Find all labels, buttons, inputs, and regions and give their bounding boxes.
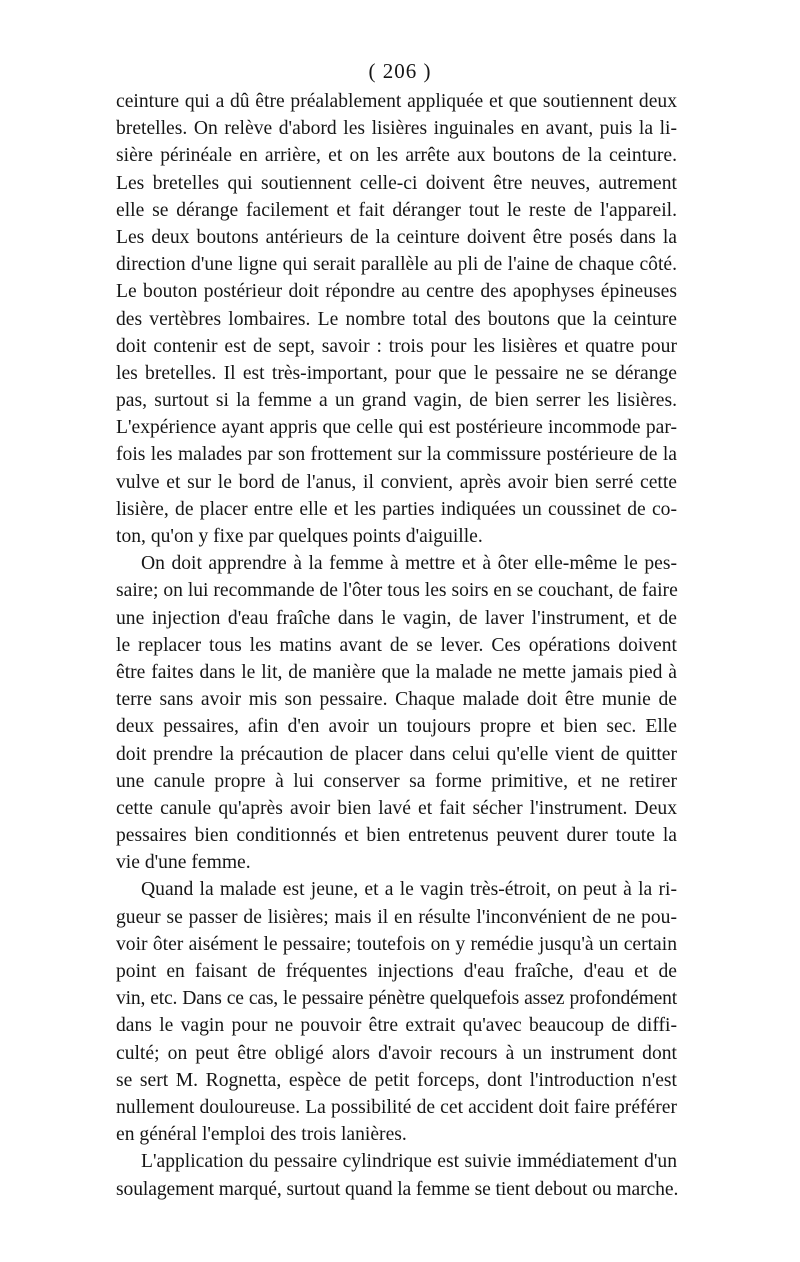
paragraph (116, 876, 677, 1148)
text-line: doit contenir est de sept, savoir : trois pour les lisières et quatre pour (116, 335, 677, 357)
text-line: deux pessaires, afin d'en avoir un toujours propre et bien sec. Elle (116, 716, 677, 738)
text-line: Quand la malade est jeune, et a le vagin très-étroit, on peut à la ri- (141, 879, 677, 901)
text-line: vin, etc. Dans ce cas, le pessaire pénètre quelquefois assez profondément (116, 988, 677, 1010)
text-line: les bretelles. Il est très-important, pour que le pessaire ne se dérange (116, 362, 677, 384)
text-line: saire; on lui recommande de l'ôter tous les soirs en se couchant, de faire (116, 580, 678, 602)
text-line: doit prendre la précaution de placer dans celui qu'elle vient de quitter (116, 743, 677, 765)
text-line: L'application du pessaire cylindrique est suivie immédiatement d'un (141, 1151, 677, 1173)
text-line: le replacer tous les matins avant de se lever. Ces opérations doivent (116, 634, 677, 656)
text-line: vulve et sur le bord de l'anus, il convient, après avoir bien serré cette (116, 471, 677, 493)
text-line: dans le vagin pour ne pouvoir être extrait qu'avec beaucoup de diffi- (116, 1015, 677, 1037)
text-line: elle se dérange facilement et fait déranger tout le reste de l'appareil. (116, 199, 677, 221)
text-line: terre sans avoir mis son pessaire. Chaque malade doit être munie de (116, 689, 677, 711)
paragraph (116, 550, 677, 876)
text-line: On doit apprendre à la femme à mettre et à ôter elle-même le pes- (141, 553, 677, 575)
text-line: en général l'emploi des trois lanières. (116, 1124, 407, 1146)
text-line: sière périnéale en arrière, et on les arrête aux boutons de la ceinture. (116, 145, 677, 167)
text-line: voir ôter aisément le pessaire; toutefois on y remédie jusqu'à un certain (116, 933, 677, 955)
text-line: direction d'une ligne qui serait parallèle au pli de l'aine de chaque côté. (116, 254, 677, 276)
text-line: gueur se passer de lisières; mais il en résulte l'inconvénient de ne pou- (116, 906, 677, 928)
page-number: ( 206 ) (368, 59, 432, 83)
text-line: ceinture qui a dû être préalablement appliquée et que soutiennent deux (116, 91, 677, 112)
body-text (116, 88, 677, 1203)
text-line: nullement douloureuse. La possibilité de cet accident doit faire préférer (116, 1096, 677, 1118)
text-line: soulagement marqué, surtout quand la femme se tient debout ou marche. (116, 1178, 679, 1200)
text-line: pas, surtout si la femme a un grand vagin, de bien serrer les lisières. (116, 390, 677, 412)
text-line: une canule propre à lui conserver sa forme primitive, et ne retirer (116, 770, 677, 792)
text-line: Les deux boutons antérieurs de la ceinture doivent être posés dans la (116, 226, 677, 248)
text-line: L'expérience ayant appris que celle qui est postérieure incommode par- (116, 417, 677, 439)
paragraph (116, 1148, 677, 1202)
text-line: point en faisant de fréquentes injections d'eau fraîche, d'eau et de (116, 961, 677, 982)
text-line: pessaires bien conditionnés et bien entretenus peuvent durer toute la (116, 825, 677, 847)
paragraph (116, 88, 677, 550)
text-line: des vertèbres lombaires. Le nombre total des boutons que la ceinture (116, 308, 677, 330)
text-line: Les bretelles qui soutiennent celle-ci doivent être neuves, autrement (116, 172, 677, 194)
text-line: se sert M. Rognetta, espèce de petit forceps, dont l'introduction n'est (116, 1069, 677, 1091)
text-line: ton, qu'on y fixe par quelques points d'aiguille. (116, 526, 483, 547)
text-line: vie d'une femme. (116, 852, 251, 874)
text-line: une injection d'eau fraîche dans le vagin, de laver l'instrument, et de (116, 607, 677, 629)
text-line: culté; on peut être obligé alors d'avoir recours à un instrument dont (116, 1042, 677, 1064)
text-line: Le bouton postérieur doit répondre au centre des apophyses épineuses (116, 281, 677, 303)
text-line: cette canule qu'après avoir bien lavé et fait sécher l'instrument. Deux (116, 797, 677, 819)
text-line: bretelles. On relève d'abord les lisières inguinales en avant, puis la li- (116, 118, 677, 140)
text-line: lisière, de placer entre elle et les parties indiquées un coussinet de co- (116, 498, 677, 520)
text-line: fois les malades par son frottement sur la commissure postérieure de la (116, 444, 677, 466)
text-line: être faites dans le lit, de manière que la malade ne mette jamais pied à (116, 661, 677, 683)
